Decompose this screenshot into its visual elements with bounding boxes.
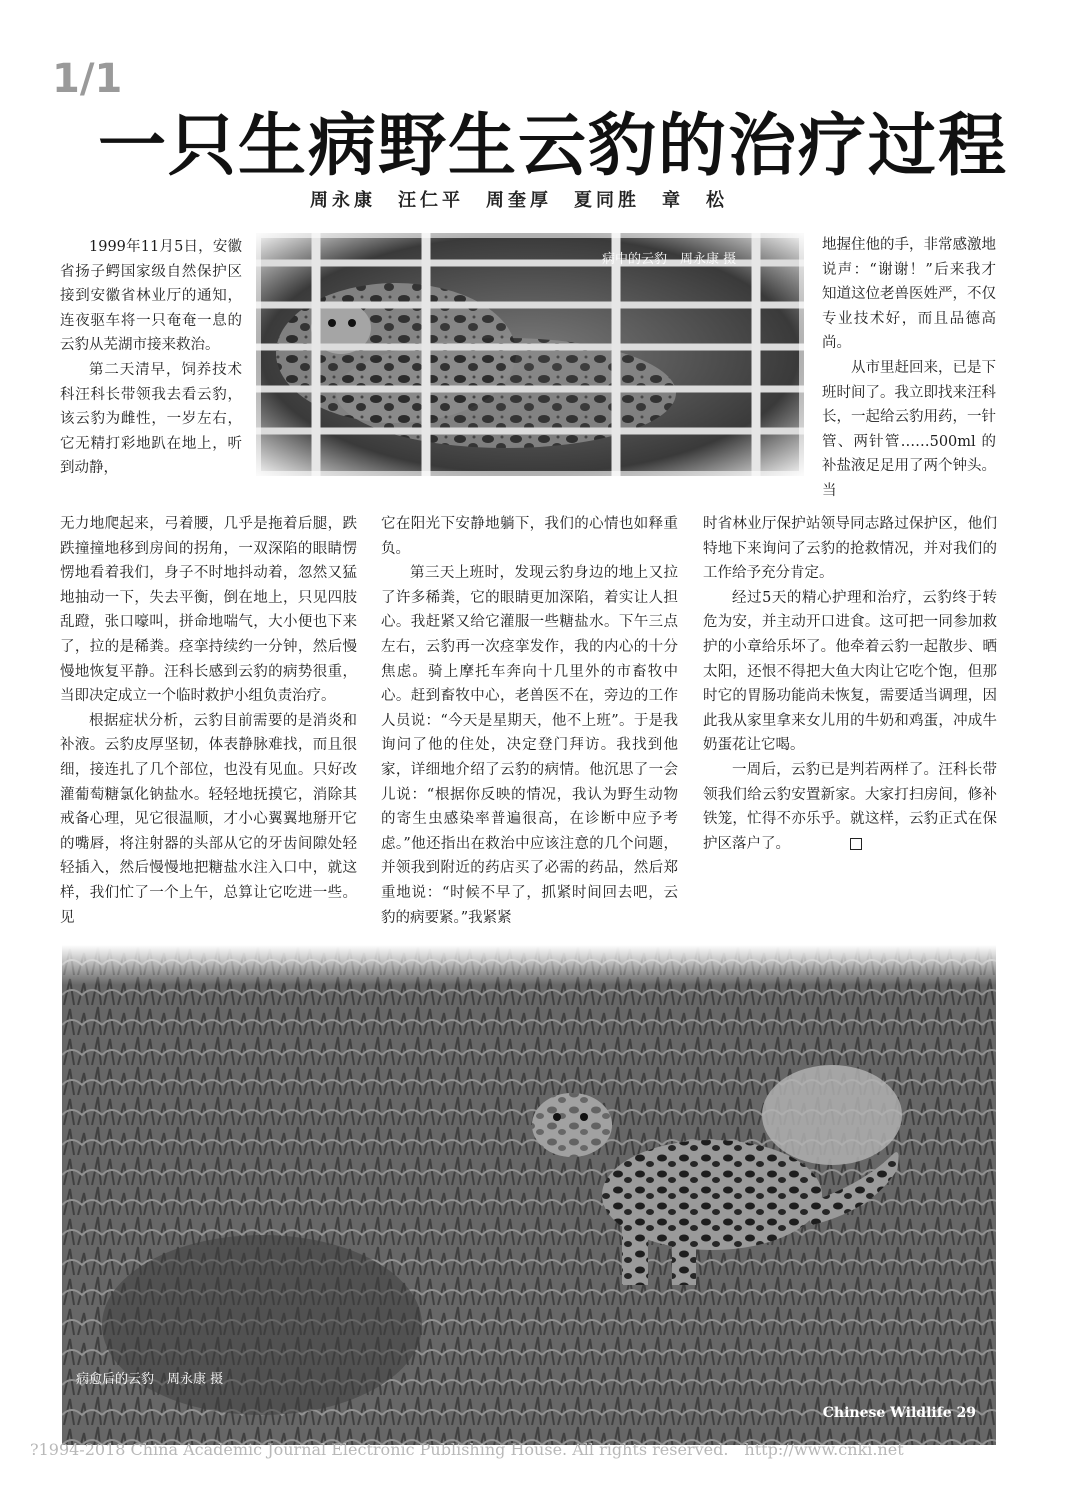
paragraph: 经过5天的精心护理和治疗，云豹终于转危为安，并主动开口进食。这可把一同参加救护的小章给乐坏了。他牵着云豹一起散步、晒太阳，还恨不得把大鱼大肉让它吃个饱，但那时它的胃肠功能尚未恢复，需要适当调理，因此我从家里拿来女儿用的牛奶和鸡蛋，冲成牛奶蛋花让它喝。 bbox=[703, 589, 997, 754]
author-line: 周永康 汪仁平 周奎厚 夏同胜 章 松 bbox=[310, 190, 728, 211]
column-3-lower bbox=[703, 512, 997, 902]
caged-leopard-photo bbox=[256, 233, 804, 476]
paragraph-continued: 时省林业厅保护站领导同志路过保护区，他们特地下来询问了云豹的抢救情况，并对我们的工作给予充分肯定。 bbox=[703, 516, 997, 582]
paragraph-continued: 它在阳光下安静地躺下，我们的心情也如释重负。 bbox=[381, 516, 678, 557]
paragraph-continued: 地握住他的手，非常感激地说声：“谢谢！”后来我才知道这位老兽医姓严，不仅专业技术好，而且品德高尚。 bbox=[822, 237, 996, 352]
intro-paragraph: 1999年11月5日，安徽省扬子鳄国家级自然保护区接到安徽省林业厅的通知，连夜驱车将一只奄奄一息的云豹从芜湖市接来救治。 bbox=[60, 239, 242, 354]
page-indicator: 1/1 bbox=[52, 56, 123, 102]
paragraph bbox=[703, 758, 997, 856]
column-1-upper bbox=[60, 235, 242, 503]
bottom-photo-caption: 病愈后的云豹 周永康 摄 bbox=[76, 1372, 224, 1387]
paragraph: 第三天上班时，发现云豹身边的地上又拉了许多稀粪，它的眼睛更加深陷，着实让人担心。我赶紧又给它灌服一些糖盐水。下午三点左右，云豹再一次痉挛发作，我的内心的十分焦虑。骑上摩托车奔向十几里外的市畜牧中心。赶到畜牧中心，老兽医不在，旁边的工作人员说：“今天是星期天，他不上班”。于是我询问了他的住处，决定登门拜访。我找到他家，详细地介绍了云豹的病情。他沉思了一会儿说：“根据你反映的情况，我认为野生动物的寄生虫感染率普遍很高，在诊断中应予考虑。”他还指出在救治中应该注意的几个问题，并领我到附近的药店买了必需的药品，然后郑重地说：“时候不早了，抓紧时间回去吧，云豹的病要紧。”我紧紧 bbox=[381, 565, 678, 926]
column-3-upper bbox=[822, 233, 996, 505]
paragraph: 根据症状分析，云豹目前需要的是消炎和补液。云豹皮厚坚韧，体表静脉难找，而且很细，接连扎了几个部位，也没有见血。只好改灌葡萄糖氯化钠盐水。轻轻地抚摸它，消除其戒备心理，见它很温顺，才小心翼翼地掰开它的嘴唇，将注射器的头部从它的牙齿间隙处轻轻插入，然后慢慢地把糖盐水注入口中，就这样，我们忙了一个上午，总算让它吃进一些。见 bbox=[60, 712, 357, 926]
column-2 bbox=[381, 512, 678, 970]
closing-paragraph-text: 一周后，云豹已是判若两样了。汪科长带领我们给云豹安置新家。大家打扫房间，修补铁笼，忙得不亦乐乎。就这样，云豹正式在保护区落户了。 bbox=[703, 761, 997, 852]
magazine-page-footer: Chinese Wildlife 29 bbox=[822, 1405, 976, 1421]
top-photo-caption: 病中的云豹 周永康 摄 bbox=[602, 252, 737, 267]
copyright-line: ?1994-2018 China Academic Journal Electronic Publishing House. All rights reserved. http://www.cnki.net bbox=[30, 1440, 904, 1459]
paragraph: 从市里赶回来，已是下班时间了。我立即找来汪科长，一起给云豹用药，一针管、两针管……500ml 的补盐液足足用了两个钟头。当 bbox=[822, 359, 996, 499]
paragraph: 第二天清早，饲养技术科汪科长带领我去看云豹，该云豹为雌性，一岁左右，它无精打彩地趴在地上，听到动静， bbox=[60, 361, 242, 477]
article-title: 一只生病野生云豹的治疗过程 bbox=[98, 107, 1009, 186]
end-mark-icon bbox=[850, 838, 862, 850]
column-1-lower bbox=[60, 512, 357, 970]
paragraph-continued: 无力地爬起来，弓着腰，几乎是拖着后腿，跌跌撞撞地移到房间的拐角，一双深陷的眼睛愣愣地看着我们，身子不时地抖动着，忽然又猛地抽动一下，失去平衡，倒在地上，只见四肢乱蹬，张口嚎叫，拼命地喘气，大小便也下来了，拉的是稀粪。痉挛持续约一分钟，然后慢慢地恢复平静。汪科长感到云豹的病势很重，当即决定成立一个临时救护小组负责治疗。 bbox=[60, 516, 357, 705]
